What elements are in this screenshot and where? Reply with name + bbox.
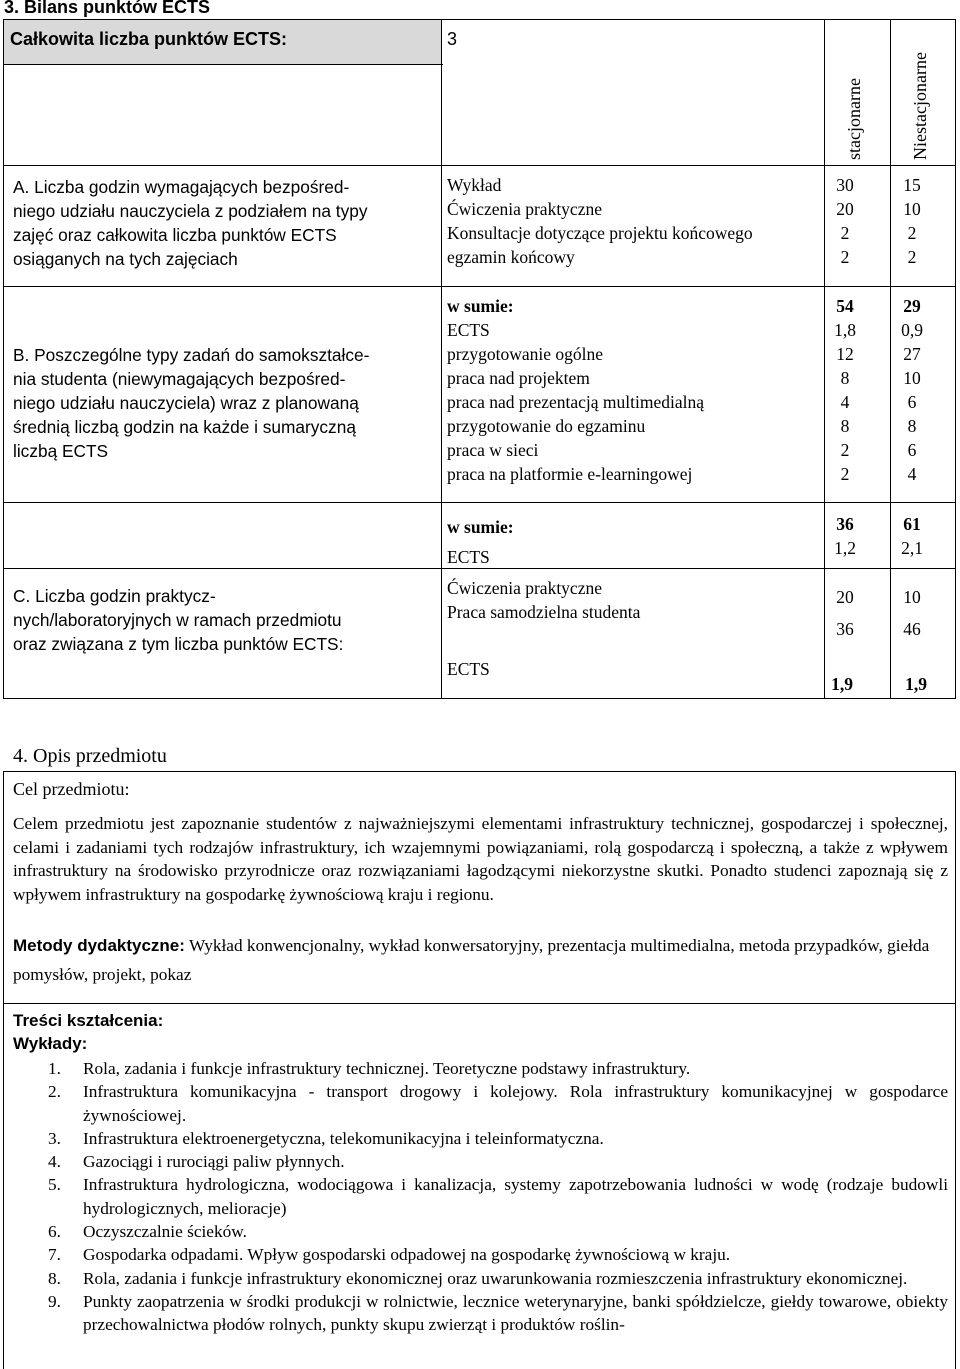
block-b-stationary-values <box>825 342 865 486</box>
hours-value: 20 <box>836 587 854 607</box>
list-item: 8. Rola, zadania i funkcje infrastruktury ekonomicznej oraz uwarunkowania rozmieszczenia infrastruktury ekonomicznej. <box>48 1268 908 1288</box>
hours-value: 46 <box>903 619 921 639</box>
block-c-ects-stationary: 1,9 <box>831 674 853 694</box>
hours-value: 10 <box>903 368 921 388</box>
block-a-line: A. Liczba godzin wymagających bezpośred- <box>13 177 350 197</box>
block-b-sum-stationary <box>825 512 865 560</box>
hours-value: 15 <box>903 175 921 195</box>
activity-name: praca na platformie e-learningowej <box>447 464 693 484</box>
block-c-label <box>13 584 343 656</box>
block-b-line: nia studenta (niewymagających bezpośred- <box>13 369 346 389</box>
activity-name: Ćwiczenia praktyczne <box>447 199 602 219</box>
methods-text: Wykład konwencjonalny, wykład konwersatoryjny, prezentacja multimedialna, metoda przypadków, giełda pomysłów, projekt, pokaz <box>13 936 930 984</box>
list-item: 6. Oczyszczalnie ścieków. <box>48 1222 247 1242</box>
block-c-line: oraz związana z tym liczba punktów ECTS: <box>13 634 344 654</box>
list-item: 7. Gospodarka odpadami. Wpływ gospodarski odpadowej na gospodarkę żywnościową w kraju. <box>48 1245 731 1265</box>
hours-value: 12 <box>836 344 854 364</box>
ects-value: 1,2 <box>834 538 856 558</box>
sum-label: w sumie: <box>447 517 514 537</box>
goal-label: Cel przedmiotu: <box>13 779 130 799</box>
hours-value: 36 <box>836 619 854 639</box>
activity-name: Praca samodzielna studenta <box>447 602 641 622</box>
block-b-line: B. Poszczególne typy zadań do samokształce- <box>13 345 370 365</box>
column-header-nonstationary: Niestacjonarne <box>910 52 930 160</box>
ects-label: ECTS <box>447 320 490 340</box>
activity-name: Konsultacje dotyczące projektu końcowego <box>447 223 753 243</box>
total-ects-value-cell <box>442 20 824 64</box>
section-4-title: 4. Opis przedmiotu <box>13 745 167 767</box>
sum-value: 61 <box>903 514 921 534</box>
activity-name: Ćwiczenia praktyczne <box>447 578 602 598</box>
hours-value: 20 <box>836 199 854 219</box>
block-b-sum-nonstationary <box>891 512 933 560</box>
hours-value: 6 <box>907 440 917 460</box>
list-item: 9. Punkty zaopatrzenia w środki produkcji w rolnictwie, lecznice weterynaryjne, banki spółdzielcze, giełdy towarowe, obiekty przechowalnictwa płodów rolnych, punkty skupu zwierząt i produktów roślin- <box>48 1291 948 1335</box>
block-a-line: niego udziału nauczyciela z podziałem na typy <box>13 201 368 221</box>
ects-value: 2,1 <box>901 538 923 558</box>
block-a-stationary-values <box>825 173 865 269</box>
block-c-line: C. Liczba godzin praktycz- <box>13 586 216 606</box>
block-c-ects-nonstationary: 1,9 <box>905 674 927 694</box>
activity-name: egzamin końcowy <box>447 247 575 267</box>
hours-value: 2 <box>907 247 917 267</box>
lectures-label: Wykłady: <box>13 1034 88 1053</box>
block-a-activities <box>447 173 753 269</box>
block-a-sum-stationary <box>825 294 865 342</box>
block-a-line: osiąganych na tych zajęciach <box>13 249 238 269</box>
hours-value: 2 <box>840 223 850 243</box>
ects-label: ECTS <box>447 547 490 567</box>
hours-value: 2 <box>907 223 917 243</box>
block-b-line: liczbą ECTS <box>13 441 109 461</box>
sum-value: 36 <box>836 514 854 534</box>
block-a-label <box>13 175 367 271</box>
total-ects-label: Całkowita liczba punktów ECTS: <box>10 29 288 49</box>
hours-value: 2 <box>840 247 850 267</box>
block-b-activities <box>447 342 704 486</box>
activity-name: Wykład <box>447 175 502 195</box>
content-label: Treści kształcenia: <box>13 1011 164 1030</box>
block-c-ects-label: ECTS <box>447 659 490 679</box>
hours-value: 2 <box>840 464 850 484</box>
block-b-label <box>13 343 369 463</box>
block-a-sum-nonstationary <box>891 294 933 342</box>
hours-value: 4 <box>907 464 917 484</box>
lectures-list <box>0 1057 948 1337</box>
sum-label: w sumie: <box>447 296 514 316</box>
hours-value: 27 <box>903 344 921 364</box>
hours-value: 8 <box>840 368 850 388</box>
hours-value: 30 <box>836 175 854 195</box>
list-item: 4. Gazociągi i rurociągi paliw płynnych. <box>48 1152 345 1172</box>
hours-value: 8 <box>840 416 850 436</box>
column-header-stationary: stacjonarne <box>844 78 864 160</box>
total-ects-label-cell <box>4 20 441 64</box>
ects-value: 1,8 <box>834 320 856 340</box>
block-b-sum <box>447 512 514 572</box>
list-item: 2. Infrastruktura komunikacyjna - transport drogowy i kolejowy. Rola infrastruktury komunikacyjnej w gospodarce żywnościowej. <box>48 1082 948 1125</box>
section-3-title: 3. Bilans punktów ECTS <box>4 0 211 17</box>
list-item: 5. Infrastruktura hydrologiczna, wodociągowa i kanalizacja, systemy zapotrzebowania ludności w wodę (rodzaje budowli hydrologicznych, melioracje) <box>48 1175 948 1218</box>
hours-value: 10 <box>903 587 921 607</box>
hours-value: 6 <box>907 392 917 412</box>
total-ects-value: 3 <box>447 29 458 49</box>
hours-value: 10 <box>903 199 921 219</box>
ects-value: 0,9 <box>901 320 923 340</box>
block-b-line: niego udziału nauczyciela) wraz z planowaną <box>13 393 359 413</box>
methods-label: Metody dydaktyczne: <box>13 936 185 955</box>
block-c-activities <box>447 576 640 624</box>
hours-value: 8 <box>907 416 917 436</box>
list-item: 3. Infrastruktura elektroenergetyczna, telekomunikacyjna i teleinformatyczna. <box>48 1128 604 1148</box>
block-c-stationary-values <box>825 581 865 645</box>
list-item: 1. Rola, zadania i funkcje infrastruktury technicznej. Teoretyczne podstawy infrastruktury. <box>48 1059 691 1078</box>
block-c-line: nych/laboratoryjnych w ramach przedmiotu <box>13 610 342 630</box>
activity-name: praca nad prezentacją multimedialną <box>447 392 705 412</box>
goal-text: Celem przedmiotu jest zapoznanie studentów z najważniejszymi elementami infrastruktury technicznej, gospodarczej i społecznej, celami i zadaniami tych rodzajów infrastruktury, ich wzajemnymi powiązaniami, rolą gospodarczą i społeczną, a także z wpływem infrastruktury na środowisko przyrodnicze oraz rozwiązaniami łagodzącymi niekorzystne skutki. Ponadto studenci zapoznają się z wpływem infrastruktury na gospodarkę żywnościową kraju i regionu. <box>13 814 948 904</box>
activity-name: praca w sieci <box>447 440 539 460</box>
hours-value: 4 <box>840 392 850 412</box>
activity-name: praca nad projektem <box>447 368 590 388</box>
block-b-nonstationary-values <box>891 342 933 486</box>
block-b-line: średnią liczbą godzin na każde i sumaryczną <box>13 417 356 437</box>
block-c-nonstationary-values <box>891 581 933 645</box>
hours-value: 2 <box>840 440 850 460</box>
block-a-sum <box>447 294 514 342</box>
activity-name: przygotowanie ogólne <box>447 344 603 364</box>
block-a-nonstationary-values <box>891 173 933 269</box>
sum-value: 29 <box>903 296 921 316</box>
sum-value: 54 <box>836 296 854 316</box>
block-a-line: zajęć oraz całkowita liczba punktów ECTS <box>13 225 337 245</box>
activity-name: przygotowanie do egzaminu <box>447 416 646 436</box>
methods-paragraph <box>13 931 948 989</box>
